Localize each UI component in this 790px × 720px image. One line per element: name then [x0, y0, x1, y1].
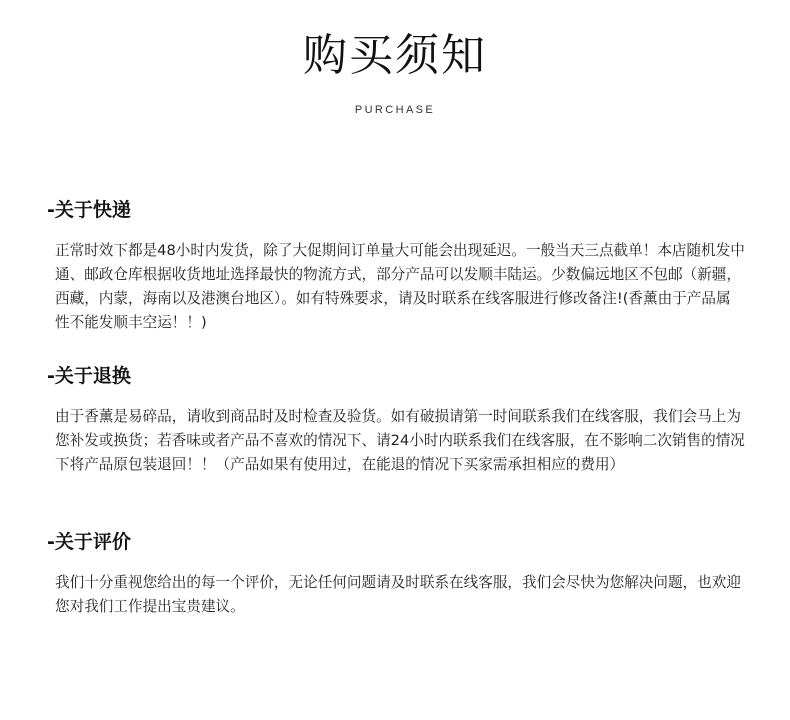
section-heading-reviews: -关于评价 [47, 531, 131, 553]
page-subtitle: PURCHASE [354, 104, 436, 116]
section-body-shipping: 正常时效下都是48小时内发货，除了大促期间订单量大可能会出现延迟。一般当天三点截单！本店随机发中通、邮政仓库根据收货地址选择最快的物流方式，部分产品可以发顺丰陆运。少数偏远地区不包邮（新疆，西藏，内蒙，海南以及港澳台地区）。如有特殊要求，请及时联系在线客服进行修改备注!(香薰由于产品属性不能发顺丰空运！！) [55, 242, 745, 331]
section-heading-shipping: -关于快递 [47, 199, 131, 221]
section-body-returns: 由于香薰是易碎品，请收到商品时及时检查及验货。如有破损请第一时间联系我们在线客服，我们会马上为您补发或换货；若香味或者产品不喜欢的情况下、请24小时内联系我们在线客服，在不影响二次销售的情况下将产品原包装退回！！（产品如果有使用过，在能退的情况下买家需承担相应的费用） [55, 408, 745, 473]
section-body-reviews: 我们十分重视您给出的每一个评价，无论任何问题请及时联系在线客服，我们会尽快为您解决问题，也欢迎您对我们工作提出宝贵建议。 [55, 574, 741, 615]
page-title: 购买须知 [303, 30, 487, 81]
section-heading-returns: -关于退换 [47, 365, 131, 387]
